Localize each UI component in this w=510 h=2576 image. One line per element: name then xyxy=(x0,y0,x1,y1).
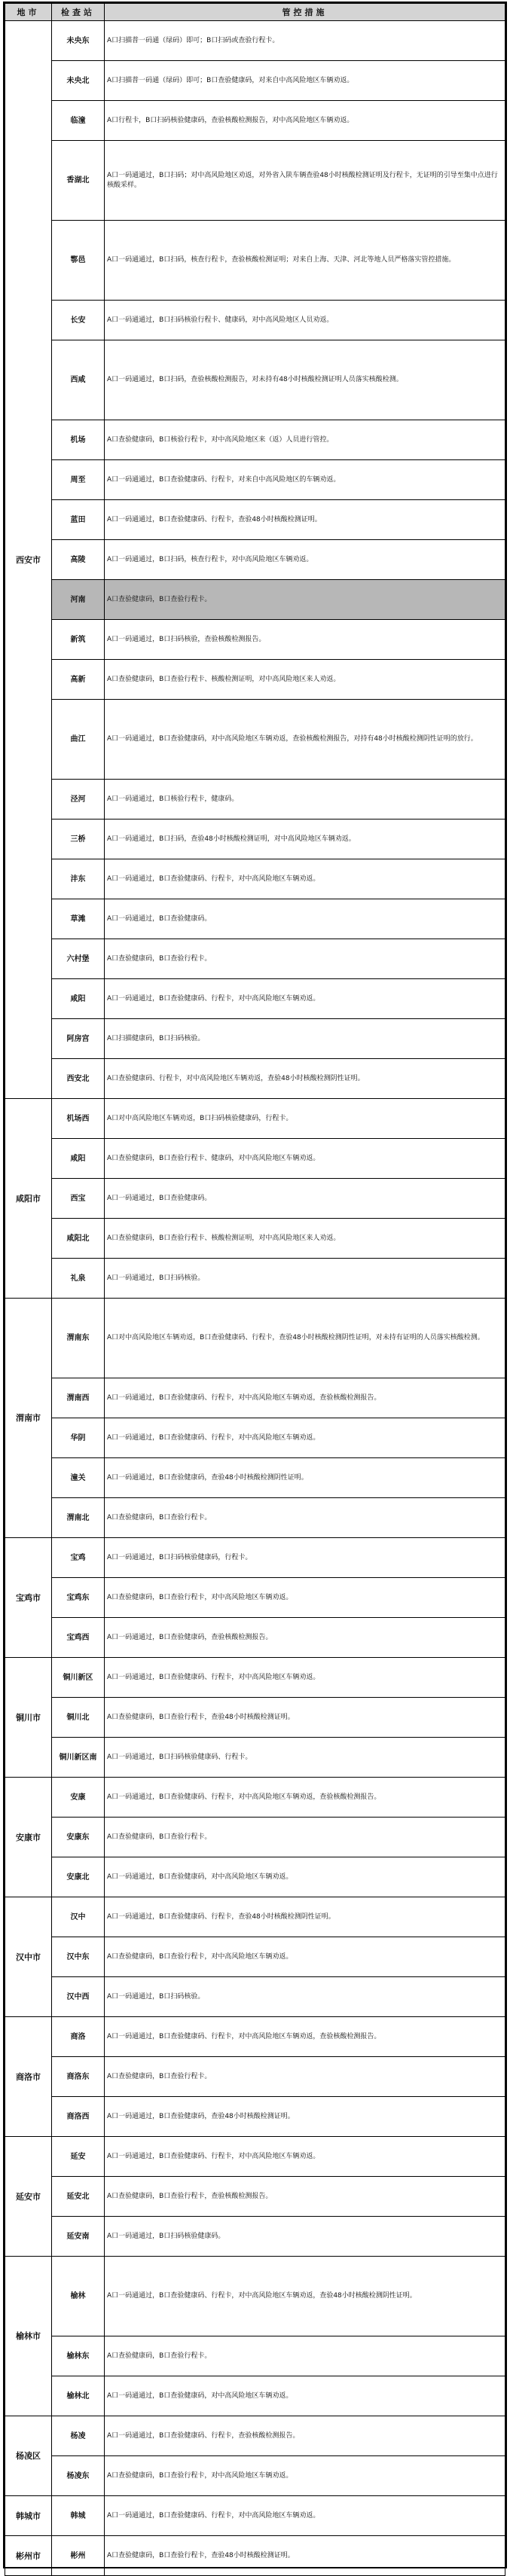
table-row xyxy=(5,2097,505,2137)
measure-cell: A口一码通通过，B口扫码；对中高风险地区劝返，对外省入陕车辆查验48小时核酸检测证明及行程卡，无证明的引导至集中点进行核酸采样。 xyxy=(105,141,505,221)
table-row xyxy=(5,1378,505,1418)
measure-cell: A口一码通通过，B口查验健康码、行程卡，对中高风险地区车辆劝返，查验核酸检测报告。 xyxy=(105,1378,505,1418)
table-row xyxy=(5,1179,505,1219)
table-row xyxy=(5,1778,505,1818)
table-row xyxy=(5,2496,505,2536)
measure-cell: A口一码通通过，B口查验健康码、行程卡，对中高风险地区车辆劝返，查验核酸检测报告。 xyxy=(105,2017,505,2057)
station-cell: 蓝田 xyxy=(52,500,105,540)
station-cell: 礼泉 xyxy=(52,1259,105,1299)
table-row xyxy=(5,1458,505,1498)
table-row xyxy=(5,460,505,500)
station-cell: 未央东 xyxy=(52,21,105,61)
station-cell: 延安北 xyxy=(52,2177,105,2217)
measure-cell: A口一码通通过，B口扫码核验，查验核酸检测报告。 xyxy=(105,620,505,660)
table-row xyxy=(5,1857,505,1897)
station-cell: 河南 xyxy=(52,580,105,620)
table-row xyxy=(5,141,505,221)
table-row xyxy=(5,340,505,420)
measure-cell: A口对中高风险地区车辆劝返，B口查验健康码、行程卡，查验48小时核酸检测阴性证明，对未持有证明的人员落实核酸检测。 xyxy=(105,1299,505,1378)
station-cell: 泾河 xyxy=(52,780,105,819)
city-cell: 宝鸡市 xyxy=(5,1538,52,1658)
station-cell: 曲江 xyxy=(52,700,105,780)
table-row xyxy=(5,2336,505,2376)
station-cell: 铜川新区 xyxy=(52,1658,105,1698)
table-row xyxy=(5,1498,505,1538)
measure-cell: A口扫描普一码通（绿码）即可；B口查验健康码，对来自中高风险地区车辆劝返。 xyxy=(105,61,505,101)
station-cell: 渭南西 xyxy=(52,1378,105,1418)
measure-cell: A口扫描健康码，B口扫码核验。 xyxy=(105,1019,505,1059)
station-cell: 咸阳 xyxy=(52,979,105,1019)
measure-cell: A口一码通通过，B口查验健康码，对中高风险地区车辆劝返，查验核酸检测报告，对持有48小时核酸检测阴性证明的放行。 xyxy=(105,700,505,780)
measure-cell: A口查验健康码，B口查验行程卡，查验48小时核酸检测证明。 xyxy=(105,2536,505,2576)
measure-cell: A口一码通通过，B口扫码核验。 xyxy=(105,1977,505,2017)
station-cell: 长安 xyxy=(52,301,105,340)
measure-cell: A口查验健康码，B口查验行程卡、健康码，对中高风险地区车辆劝返。 xyxy=(105,1139,505,1179)
header-city: 地市 xyxy=(5,4,52,21)
table-row xyxy=(5,21,505,61)
table-row xyxy=(5,2416,505,2456)
measure-cell: A口一码通通过，B口扫码核验健康码、行程卡。 xyxy=(105,1738,505,1778)
station-cell: 汉中 xyxy=(52,1897,105,1937)
measure-cell: A口一码通通过，B口扫码核验健康码。 xyxy=(105,2217,505,2257)
table-row xyxy=(5,1738,505,1778)
station-cell: 沣东 xyxy=(52,859,105,899)
city-cell: 安康市 xyxy=(5,1778,52,1897)
table-row xyxy=(5,780,505,819)
station-cell: 汉中西 xyxy=(52,1977,105,2017)
table-row xyxy=(5,2456,505,2496)
table-row xyxy=(5,1937,505,1977)
measure-cell: A口查验健康码，B口查验行程卡，查验核酸检测报告。 xyxy=(105,2177,505,2217)
measure-cell: A口查验健康码，B口查验行程卡。 xyxy=(105,2057,505,2097)
table-row xyxy=(5,1059,505,1099)
table-row xyxy=(5,221,505,301)
measure-cell: A口一码通通过，B口查验健康码、行程卡，对中高风险地区车辆劝返。 xyxy=(105,979,505,1019)
station-cell: 六村堡 xyxy=(52,939,105,979)
measure-cell: A口一码通通过，B口查验健康码、行程卡，查验48小时核酸检测阴性证明。 xyxy=(105,1897,505,1937)
table-row xyxy=(5,660,505,700)
measure-cell: A口一码通通过，B口查验健康码、行程卡，查验48小时核酸检测证明。 xyxy=(105,500,505,540)
table-row xyxy=(5,859,505,899)
measure-cell: A口查验健康码，B口查验行程卡。 xyxy=(105,939,505,979)
measure-cell: A口行程卡，B口扫码核验健康码，查验核酸检测报告，对中高风险地区车辆劝返。 xyxy=(105,101,505,141)
measure-cell: A口一码通通过，B口查验健康码，查验48小时核酸检测证明。 xyxy=(105,2097,505,2137)
station-cell: 新筑 xyxy=(52,620,105,660)
city-cell: 韩城市 xyxy=(5,2496,52,2536)
table-row xyxy=(5,2017,505,2057)
measure-cell: A口一码通通过，B口扫码核验行程卡、健康码，对中高风险地区人员劝返。 xyxy=(105,301,505,340)
station-cell: 渭南东 xyxy=(52,1299,105,1378)
city-cell: 渭南市 xyxy=(5,1299,52,1538)
table-row xyxy=(5,1259,505,1299)
station-cell: 三桥 xyxy=(52,819,105,859)
station-cell: 潼关 xyxy=(52,1458,105,1498)
station-cell: 机场西 xyxy=(52,1099,105,1139)
table-row xyxy=(5,1897,505,1937)
measure-cell: A口一码通通过，B口查验健康码、行程卡，对中高风险地区车辆劝返。 xyxy=(105,1658,505,1698)
measure-cell: A口扫描普一码通（绿码）即可；B口扫码或查验行程卡。 xyxy=(105,21,505,61)
station-cell: 汉中东 xyxy=(52,1937,105,1977)
measure-cell: A口一码通通过，B口查验健康码，查验核酸检测报告。 xyxy=(105,1618,505,1658)
measure-cell: A口一码通通过，B口查验健康码。 xyxy=(105,1179,505,1219)
station-cell: 宝鸡西 xyxy=(52,1618,105,1658)
measure-cell: A口一码通通过，B口查验健康码、行程卡，对中高风险地区车辆劝返。 xyxy=(105,2137,505,2177)
measure-cell: A口查验健康码、行程卡，对中高风险地区车辆劝返，查验48小时核酸检测阴性证明。 xyxy=(105,1059,505,1099)
measure-cell: A口一码通通过，B口查验健康码、行程卡，对中高风险地区车辆劝返。 xyxy=(105,859,505,899)
table-row xyxy=(5,101,505,141)
station-cell: 华阴 xyxy=(52,1418,105,1458)
measure-cell: A口一码通通过，B口查验健康码，对中高风险地区车辆劝返。 xyxy=(105,2376,505,2416)
measure-cell: A口一码通通过，B口查验健康码，对中高风险地区车辆劝返。 xyxy=(105,1857,505,1897)
station-cell: 商洛西 xyxy=(52,2097,105,2137)
city-cell: 杨凌区 xyxy=(5,2416,52,2496)
table-row xyxy=(5,1299,505,1378)
table-row xyxy=(5,1099,505,1139)
table-row xyxy=(5,2177,505,2217)
table-row xyxy=(5,620,505,660)
city-cell: 汉中市 xyxy=(5,1897,52,2017)
table-row xyxy=(5,1538,505,1578)
station-cell: 韩城 xyxy=(52,2496,105,2536)
measure-cell: A口查验健康码，B口查验行程卡。 xyxy=(105,1498,505,1538)
station-cell: 榆林东 xyxy=(52,2336,105,2376)
table-row xyxy=(5,1019,505,1059)
table-row xyxy=(5,2057,505,2097)
station-cell: 未央北 xyxy=(52,61,105,101)
city-cell: 咸阳市 xyxy=(5,1099,52,1299)
header-station: 检查站 xyxy=(52,4,105,21)
station-cell: 西咸 xyxy=(52,340,105,420)
table-row xyxy=(5,1219,505,1259)
table-row xyxy=(5,540,505,580)
city-cell: 延安市 xyxy=(5,2137,52,2257)
table-row xyxy=(5,819,505,859)
city-cell: 商洛市 xyxy=(5,2017,52,2137)
measure-cell: A口查验健康码，B口查验行程卡、核酸检测证明，对中高风险地区来人劝返。 xyxy=(105,660,505,700)
header-row xyxy=(5,4,505,21)
measure-cell: A口一码通通过，B口扫码，查验48小时核酸检测证明，对中高风险地区车辆劝返。 xyxy=(105,819,505,859)
measure-cell: A口一码通通过，B口扫码核验。 xyxy=(105,1259,505,1299)
measure-cell: A口一码通通过，B口查验健康码，查验48小时核酸检测阴性证明。 xyxy=(105,1458,505,1498)
station-cell: 杨凌东 xyxy=(52,2456,105,2496)
station-cell: 铜川新区南 xyxy=(52,1738,105,1778)
measure-cell: A口一码通通过，B口核验行程卡，健康码。 xyxy=(105,780,505,819)
station-cell: 铜川北 xyxy=(52,1698,105,1738)
measure-cell: A口查验健康码，B口查验行程卡。 xyxy=(105,1818,505,1857)
measure-cell: A口一码通通过，B口查验健康码、行程卡，对中高风险地区车辆劝返。 xyxy=(105,2496,505,2536)
station-cell: 渭南北 xyxy=(52,1498,105,1538)
station-cell: 宝鸡东 xyxy=(52,1578,105,1618)
table-row xyxy=(5,1658,505,1698)
measure-cell: A口对中高风险地区车辆劝返，B口扫码核验健康码，行程卡。 xyxy=(105,1099,505,1139)
table-body xyxy=(5,21,505,2576)
station-cell: 安康东 xyxy=(52,1818,105,1857)
table-row xyxy=(5,2376,505,2416)
measure-cell: A口一码通通过，B口扫码，查验核酸检测报告，对未持有48小时核酸检测证明人员落实核酸检测。 xyxy=(105,340,505,420)
table-row xyxy=(5,1698,505,1738)
table-row xyxy=(5,939,505,979)
measure-cell: A口查验健康码，B口查验行程卡，对中高风险地区车辆劝返。 xyxy=(105,1937,505,1977)
station-cell: 西宝 xyxy=(52,1179,105,1219)
city-cell: 铜川市 xyxy=(5,1658,52,1778)
control-measures-table xyxy=(5,3,505,2576)
measure-cell: A口查验健康码，B口查验行程卡，查验48小时核酸检测证明。 xyxy=(105,1698,505,1738)
table-row xyxy=(5,580,505,620)
station-cell: 榆林北 xyxy=(52,2376,105,2416)
station-cell: 香湖北 xyxy=(52,141,105,221)
table-row xyxy=(5,979,505,1019)
station-cell: 榆林 xyxy=(52,2257,105,2336)
station-cell: 安康北 xyxy=(52,1857,105,1897)
table-row xyxy=(5,1618,505,1658)
station-cell: 宝鸡 xyxy=(52,1538,105,1578)
table-row xyxy=(5,700,505,780)
station-cell: 机场 xyxy=(52,420,105,460)
control-measures-sheet xyxy=(3,2,507,2568)
measure-cell: A口一码通通过，B口查验健康码、行程卡，对来自中高风险地区的车辆劝返。 xyxy=(105,460,505,500)
measure-cell: A口查验健康码，B口查验行程卡。 xyxy=(105,2336,505,2376)
measure-cell: A口查验健康码，B口核验行程卡，对中高风险地区来（返）人员进行管控。 xyxy=(105,420,505,460)
measure-cell: A口一码通通过，B口查验健康码、行程卡，对中高风险地区车辆劝返，查验48小时核酸检测阴性证明。 xyxy=(105,2257,505,2336)
station-cell: 咸阳北 xyxy=(52,1219,105,1259)
table-row xyxy=(5,1818,505,1857)
station-cell: 咸阳 xyxy=(52,1139,105,1179)
station-cell: 彬州 xyxy=(52,2536,105,2576)
city-cell: 榆林市 xyxy=(5,2257,52,2416)
station-cell: 高新 xyxy=(52,660,105,700)
station-cell: 高陵 xyxy=(52,540,105,580)
measure-cell: A口一码通通过，B口查验健康码、行程卡，查验核酸检测报告。 xyxy=(105,2416,505,2456)
table-row xyxy=(5,1418,505,1458)
station-cell: 安康 xyxy=(52,1778,105,1818)
station-cell: 延安南 xyxy=(52,2217,105,2257)
table-row xyxy=(5,2536,505,2576)
table-row xyxy=(5,1139,505,1179)
table-row xyxy=(5,500,505,540)
station-cell: 商洛 xyxy=(52,2017,105,2057)
table-row xyxy=(5,301,505,340)
measure-cell: A口一码通通过，B口扫码，核查行程卡，查验核酸检测证明；对来自上海、天津、河北等地人员严格落实管控措施。 xyxy=(105,221,505,301)
station-cell: 周至 xyxy=(52,460,105,500)
city-cell: 西安市 xyxy=(5,21,52,1099)
station-cell: 西安北 xyxy=(52,1059,105,1099)
measure-cell: A口一码通通过，B口扫码，核查行程卡，对中高风险地区车辆劝返。 xyxy=(105,540,505,580)
table-row xyxy=(5,2217,505,2257)
table-row xyxy=(5,1977,505,2017)
station-cell: 草滩 xyxy=(52,899,105,939)
measure-cell: A口一码通通过，B口查验健康码、行程卡，对中高风险地区车辆劝返。 xyxy=(105,1418,505,1458)
measure-cell: A口查验健康码，B口查验行程卡、核酸检测证明，对中高风险地区来人劝返。 xyxy=(105,1219,505,1259)
table-row xyxy=(5,1578,505,1618)
table-row xyxy=(5,2257,505,2336)
city-cell: 彬州市 xyxy=(5,2536,52,2576)
station-cell: 延安 xyxy=(52,2137,105,2177)
measure-cell: A口一码通通过，B口扫码核验健康码，行程卡。 xyxy=(105,1538,505,1578)
measure-cell: A口查验健康码，B口查验行程卡，对中高风险地区车辆劝返。 xyxy=(105,2456,505,2496)
header-measure: 管控措施 xyxy=(105,4,505,21)
measure-cell: A口一码通通过，B口查验健康码。 xyxy=(105,899,505,939)
station-cell: 临潼 xyxy=(52,101,105,141)
table-row xyxy=(5,899,505,939)
measure-cell: A口查验健康码，B口查验行程卡。 xyxy=(105,580,505,620)
table-row xyxy=(5,2137,505,2177)
table-row xyxy=(5,61,505,101)
table-row xyxy=(5,420,505,460)
station-cell: 杨凌 xyxy=(52,2416,105,2456)
measure-cell: A口一码通通过，B口查验健康码、行程卡，对中高风险地区车辆劝返，查验核酸检测报告。 xyxy=(105,1778,505,1818)
station-cell: 阿房宫 xyxy=(52,1019,105,1059)
station-cell: 鄠邑 xyxy=(52,221,105,301)
measure-cell: A口查验健康码，B口查验行程卡，对中高风险地区车辆劝返。 xyxy=(105,1578,505,1618)
station-cell: 商洛东 xyxy=(52,2057,105,2097)
